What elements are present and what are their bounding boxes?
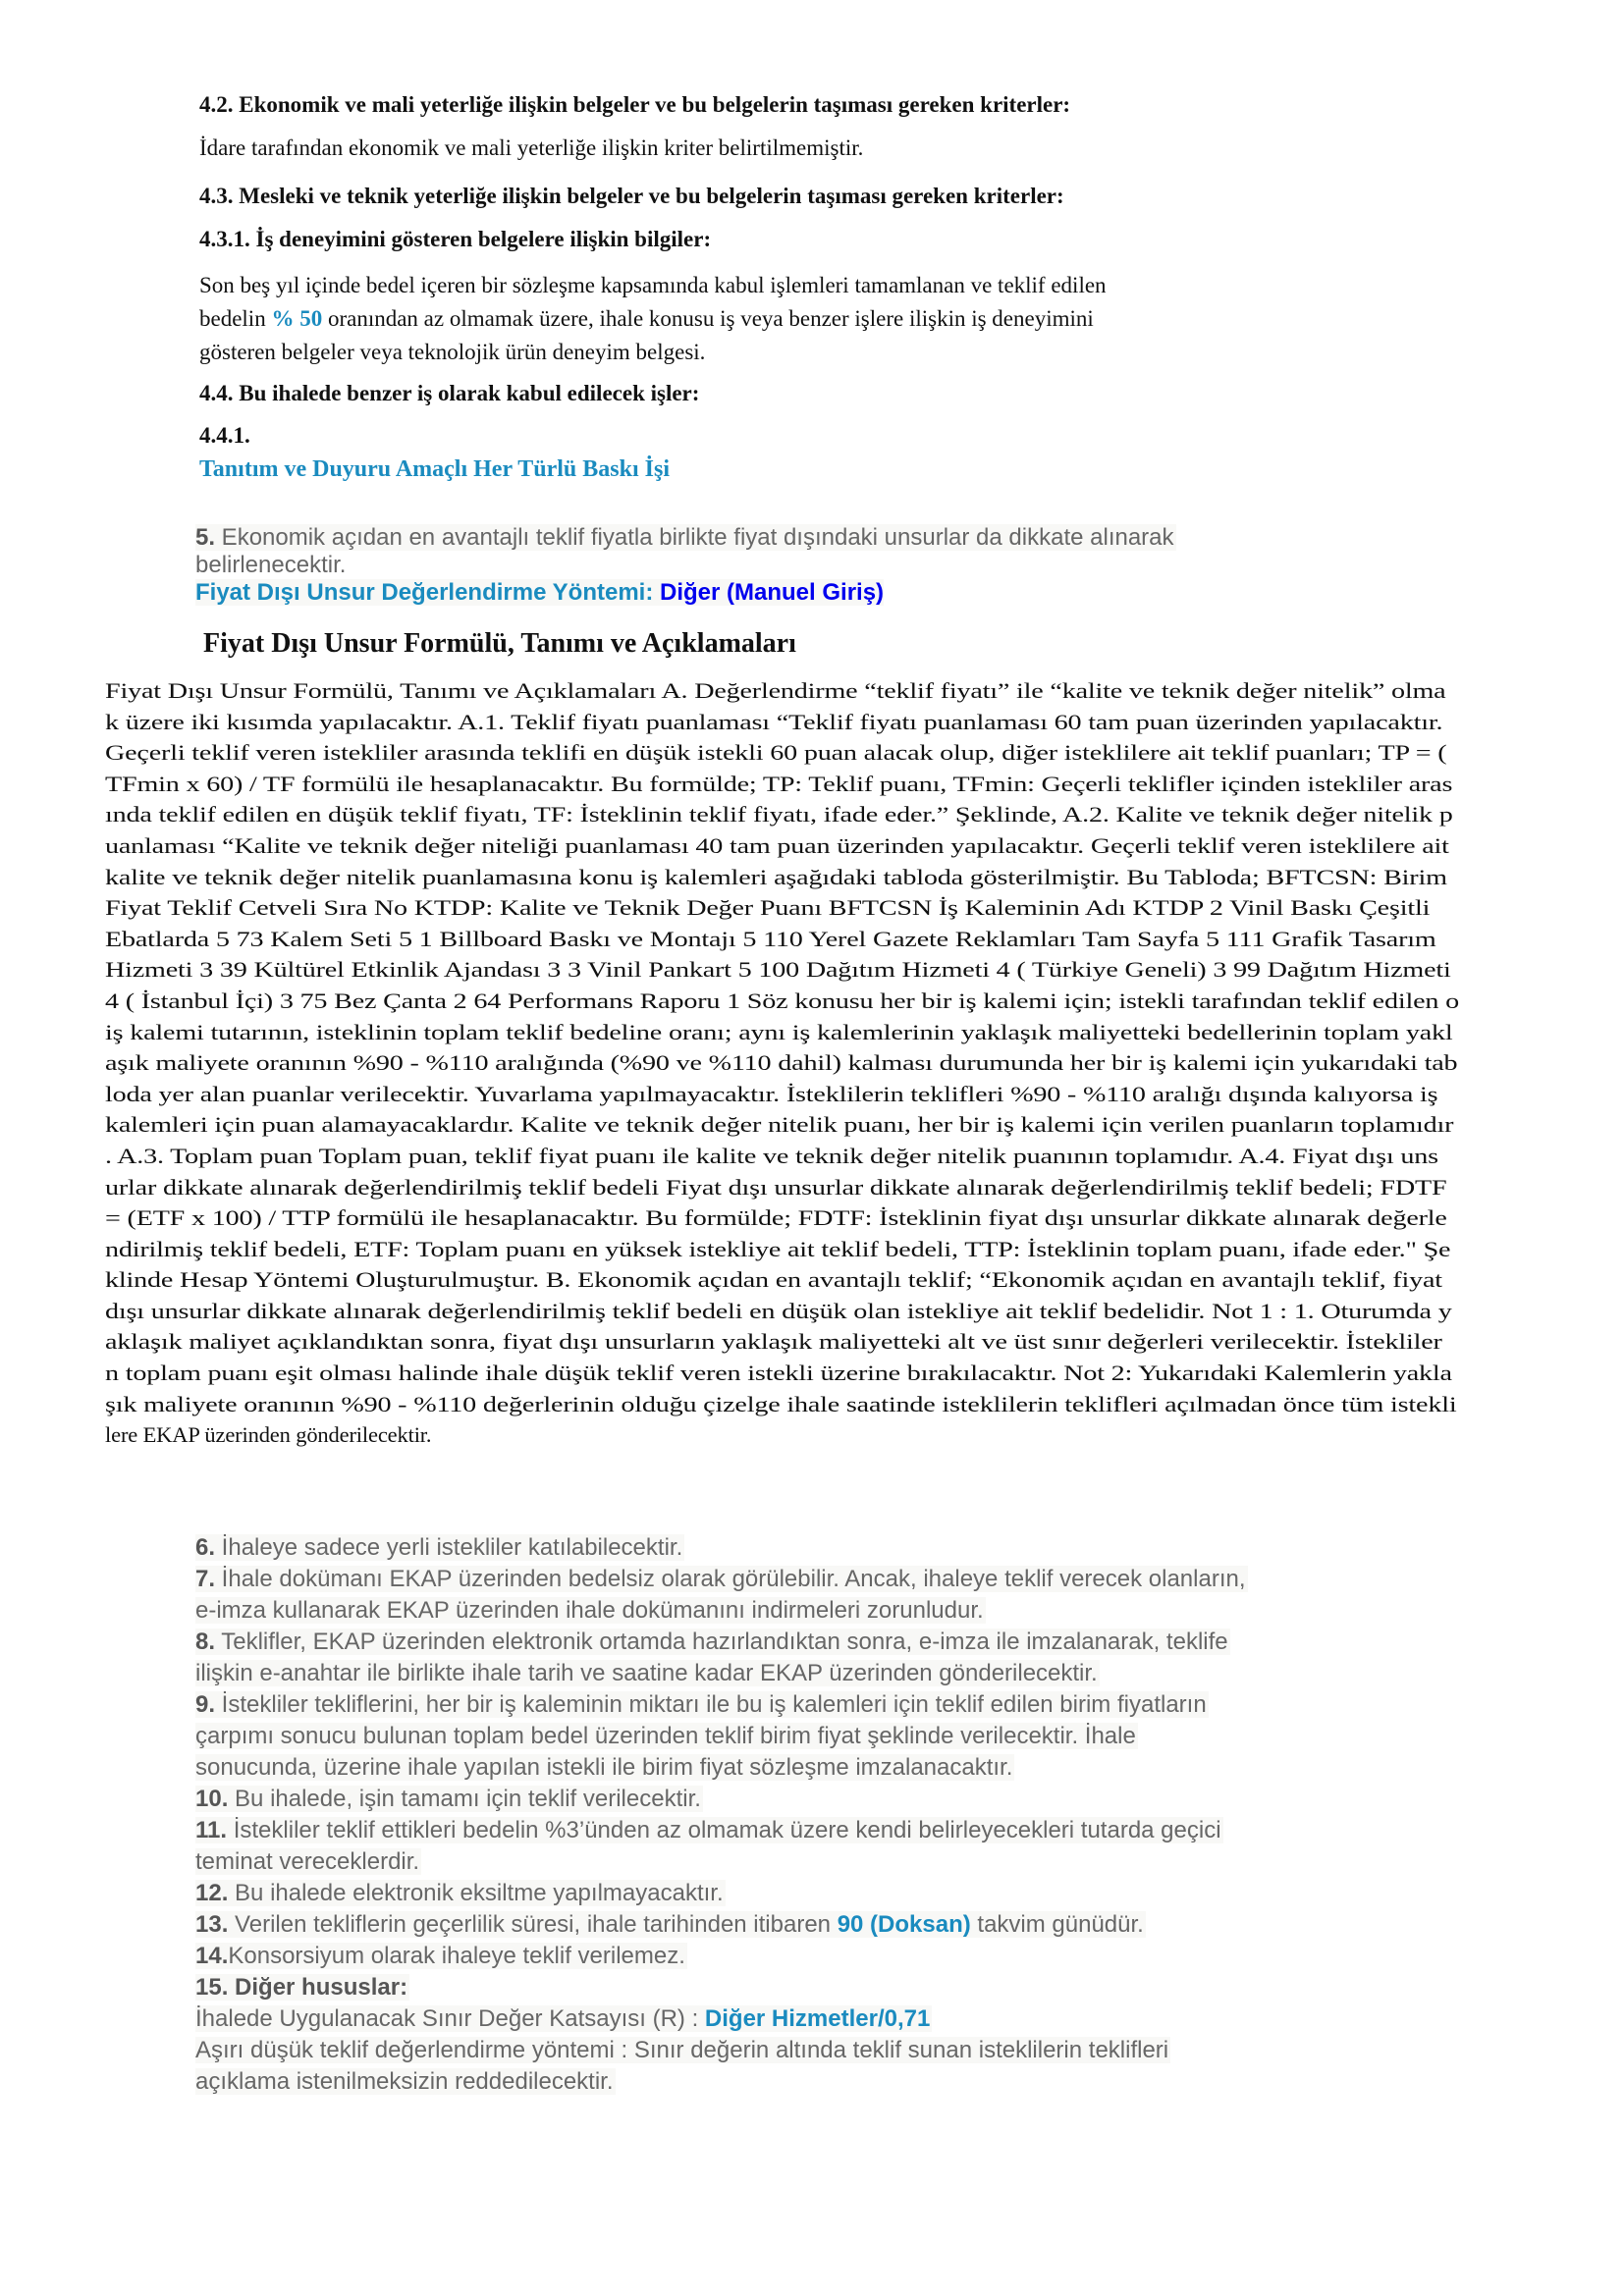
item-11-cont (195, 1846, 1248, 1878)
item-number: 5. (195, 524, 216, 551)
item-text: teminat vereceklerdir. (195, 1848, 420, 1875)
item-12 (195, 1878, 1248, 1909)
item-14 (195, 1941, 1248, 1972)
item-5 (195, 522, 1176, 609)
section-4-2-text: İdare tarafından ekonomik ve mali yeterliğe ilişkin kriter belirtilmemiştir. (199, 135, 864, 160)
formula-line: TFmin x 60) / TF formülü ile hesaplanacaktır. Bu formülde; TP: Teklif puanı, TFmin: Geçerli teklifler içinden istekliler aras (105, 771, 1453, 796)
formula-line: iş kalemi tutarının, isteklinin toplam teklif bedeline oranı; aynı iş kalemlerinin yaklaşık maliyetteki bedellerinin toplam yakl (105, 1019, 1453, 1044)
method-value: Diğer (Manuel Giriş) (660, 579, 885, 606)
item-text: Ekonomik açıdan en avantajlı teklif fiyatla birlikte fiyat dışındaki unsurlar da dikkate alınarak (215, 524, 1174, 551)
formula-title: Fiyat Dışı Unsur Formülü, Tanımı ve Açıklamaları (203, 628, 796, 659)
item-11 (195, 1815, 1248, 1846)
text-line (199, 302, 1107, 336)
item-number: 12. (195, 1880, 229, 1906)
formula-line: urlar dikkate alınarak değerlendirilmiş teklif bedeli Fiyat dışı unsurlar dikkate alınarak değerlendirilmiş teklif bedeli; FDTF (105, 1174, 1447, 1200)
formula-line: Hizmeti 3 39 Kültürel Etkinlik Ajandası 3 3 Vinil Pankart 5 100 Dağıtım Hizmeti 4 ( Türkiye Geneli) 3 99 Dağıtım Hizmeti (105, 957, 1451, 983)
formula-line: ında teklif edilen en düşük teklif fiyatı, TF: İsteklinin teklif fiyatı, ifade eder.” Şeklinde, A.2. Kalite ve teknik değer nitelik p (105, 802, 1453, 828)
experience-percent: % 50 (271, 306, 323, 331)
item-7-cont (195, 1595, 1248, 1627)
item-9-cont (195, 1721, 1248, 1752)
formula-line: aşık maliyete oranının %90 - %110 aralığında (%90 ve %110 dahil) kalması durumunda her bir iş kalemi için yukarıdaki tab (105, 1050, 1458, 1076)
item-number: 9. (195, 1691, 216, 1718)
item-text: çarpımı sonucu bulunan toplam bedel üzerinden teklif birim fiyat şeklinde verilecektir. İhale (195, 1723, 1136, 1749)
formula-line: 4 ( İstanbul İçi) 3 75 Bez Çanta 2 64 Performans Raporu 1 Söz konusu her bir iş kalemi için; istekli tarafından teklif edilen o (105, 988, 1459, 1013)
item-10 (195, 1784, 1248, 1815)
formula-line: Fiyat Teklif Cetveli Sıra No KTDP: Kalite ve Teknik Değer Puanı BFTCSN İş Kaleminin Adı KTDP 2 Vinil Baskı Çeşitli (105, 895, 1431, 921)
item-8-cont (195, 1658, 1248, 1689)
validity-period: 90 (Doksan) (837, 1911, 971, 1938)
text-line: gösteren belgeler veya teknolojik ürün deneyim belgesi. (199, 340, 706, 364)
item-text: Bu ihalede elektronik eksiltme yapılmayacaktır. (228, 1880, 724, 1906)
item-text: belirlenecektir. (195, 552, 347, 578)
item-number: 10. (195, 1786, 229, 1812)
section-4-3-1-heading: 4.3.1. İş deneyimini gösteren belgelere ilişkin bilgiler: (199, 227, 712, 251)
item-number: 8. (195, 1629, 216, 1655)
item-text: Teklifler, EKAP üzerinden elektronik ortamda hazırlandıktan sonra, e-imza ile imzalanarak, teklife (215, 1629, 1228, 1655)
coefficient-label: İhalede Uygulanacak Sınır Değer Katsayısı (R) : (195, 2005, 705, 2032)
item-9 (195, 1689, 1248, 1721)
formula-line: Geçerli teklif veren istekliler arasında teklifi en düşük istekli 60 puan alacak olup, diğer isteklilere ait teklif puanları; TP = ( (105, 740, 1447, 766)
item-text: İstekliler tekliflerini, her bir iş kaleminin miktarı ile bu iş kalemleri için teklif edilen birim fiyatların (215, 1691, 1207, 1718)
item-text: İhaleye sadece yerli istekliler katılabilecektir. (215, 1534, 683, 1561)
formula-line: aklaşık maliyet açıklandıktan sonra, fiyat dışı unsurların yaklaşık maliyetteki alt ve üst sınır değerleri verilecektir. İstekliler (105, 1329, 1442, 1355)
item-13 (195, 1909, 1248, 1941)
formula-line: = (ETF x 100) / TTP formülü ile hesaplanacaktır. Bu formülde; FDTF: İsteklinin fiyat dışı unsurlar dikkate alınarak değerle (105, 1205, 1447, 1231)
section-4-3-1-text (199, 269, 1107, 369)
item-text: takvim günüdür. (970, 1911, 1144, 1938)
item-text: ilişkin e-anahtar ile birlikte ihale tarih ve saatine kadar EKAP üzerinden gönderilecektir. (195, 1660, 1098, 1686)
text-segment: oranından az olmamak üzere, ihale konusu iş veya benzer işlere ilişkin iş deneyimini (322, 306, 1094, 331)
section-4-3-heading: 4.3. Mesleki ve teknik yeterliğe ilişkin belgeler ve bu belgelerin taşıması gereken kriterler: (199, 184, 1064, 208)
item-text: Aşırı düşük teklif değerlendirme yöntemi : Sınır değerin altında teklif sunan isteklilerin teklifleri (195, 2037, 1169, 2063)
item-text: Bu ihalede, işin tamamı için teklif verilecektir. (228, 1786, 701, 1812)
method-label: Fiyat Dışı Unsur Değerlendirme Yöntemi: (195, 579, 661, 606)
item-9-cont (195, 1752, 1248, 1784)
item-number: 11. (195, 1817, 228, 1843)
formula-paragraph (105, 675, 1480, 1451)
item-number: 6. (195, 1534, 216, 1561)
formula-line: ndirilmiş teklif bedeli, ETF: Toplam puanı en yüksek istekliye ait teklif bedeli, TTP: İsteklinin toplam puanı, ifade eder." Şe (105, 1236, 1451, 1261)
item-15-heading (195, 1972, 1248, 2003)
item-text: Konsorsiyum olarak ihaleye teklif verilemez. (228, 1943, 685, 1969)
evaluation-method (195, 577, 1176, 609)
formula-line: uanlaması “Kalite ve teknik değer niteliği puanlaması 40 tam puan üzerinden yapılacaktır. Geçerli teklif veren isteklilere ait (105, 832, 1449, 858)
item-heading: 15. Diğer hususlar: (195, 1974, 408, 2001)
formula-line: . A.3. Toplam puan Toplam puan, teklif fiyat puanı ile kalite ve teknik değer nitelik puanının toplamıdır. A.4. Fiyat dışı uns (105, 1143, 1438, 1168)
item-8 (195, 1627, 1248, 1658)
low-bid-method (195, 2035, 1248, 2066)
text-segment: bedelin (199, 306, 272, 331)
section-4-4-1-number: 4.4.1. (199, 423, 250, 448)
formula-line: Fiyat Dışı Unsur Formülü, Tanımı ve Açıklamaları A. Değerlendirme “teklif fiyatı” ile “kalite ve teknik değer nitelik” olma (105, 678, 1446, 703)
item-7 (195, 1564, 1248, 1595)
formula-line: dışı unsurlar dikkate alınarak değerlendirilmiş teklif bedeli en düşük olan istekliye ait teklif bedelidir. Not 1 : 1. Oturumda y (105, 1298, 1452, 1323)
conditions-list (195, 1532, 1248, 2098)
formula-line: k üzere iki kısımda yapılacaktır. A.1. Teklif fiyatı puanlaması “Teklif fiyatı puanlaması 60 tam puan üzerinden yapılacaktır. (105, 709, 1443, 734)
item-number: 7. (195, 1566, 216, 1592)
formula-line: n toplam puanı eşit olması halinde ihale düşük teklif veren istekli üzerine bırakılacaktır. Not 2: Yukarıdaki Kalemlerin yakla (105, 1361, 1452, 1386)
formula-line: Ebatlarda 5 73 Kalem Seti 5 1 Billboard Baskı ve Montajı 5 110 Yerel Gazete Reklamları Tam Sayfa 5 111 Grafik Tasarım (105, 926, 1436, 951)
text-line: Son beş yıl içinde bedel içeren bir sözleşme kapsamında kabul işlemleri tamamlanan ve teklif edilen (199, 273, 1107, 297)
formula-line: loda yer alan puanlar verilecektir. Yuvarlama yapılmayacaktır. İsteklilerin teklifleri %90 - %110 aralığı dışında kalıyorsa iş (105, 1081, 1438, 1106)
similar-work-name: Tanıtım ve Duyuru Amaçlı Her Türlü Baskı İşi (199, 456, 670, 482)
formula-line: lere EKAP üzerinden gönderilecektir. (105, 1422, 432, 1448)
formula-line: kalite ve teknik değer nitelik puanlamasına konu iş kalemleri aşağıdaki tabloda gösterilmiştir. Bu Tabloda; BFTCSN: Birim (105, 864, 1447, 889)
item-number: 14. (195, 1943, 229, 1969)
section-4-4-heading: 4.4. Bu ihalede benzer iş olarak kabul edilecek işler: (199, 381, 700, 405)
formula-line: klinde Hesap Yöntemi Oluşturulmuştur. B. Ekonomik açıdan en avantajlı teklif; “Ekonomik açıdan en avantajlı teklif, fiyat (105, 1267, 1442, 1293)
item-text: Verilen tekliflerin geçerlilik süresi, ihale tarihinden itibaren (228, 1911, 838, 1938)
formula-line: kalemleri için puan alamayacaklardır. Kalite ve teknik değer nitelik puanı, her bir iş kalemi için verilen puanların toplamıdır (105, 1112, 1454, 1138)
low-bid-method-cont (195, 2066, 1248, 2098)
item-text: açıklama istenilmeksizin reddedilecektir. (195, 2068, 614, 2095)
section-4-2-heading: 4.2. Ekonomik ve mali yeterliğe ilişkin belgeler ve bu belgelerin taşıması gereken kriterler: (199, 92, 1071, 117)
item-6 (195, 1532, 1248, 1564)
formula-line: şık maliyete oranının %90 - %110 değerlerinin olduğu çizelge ihale saatinde isteklilerin teklifleri açılmadan önce tüm istekli (105, 1391, 1457, 1416)
item-text: sonucunda, üzerine ihale yapılan istekli ile birim fiyat sözleşme imzalanacaktır. (195, 1754, 1013, 1781)
coefficient-value: Diğer Hizmetler/0,71 (704, 2005, 931, 2032)
item-number: 13. (195, 1911, 229, 1938)
item-text: İhale dokümanı EKAP üzerinden bedelsiz olarak görülebilir. Ancak, ihaleye teklif verecek olanların, (215, 1566, 1246, 1592)
threshold-coefficient (195, 2003, 1248, 2035)
item-text: e-imza kullanarak EKAP üzerinden ihale dokümanını indirmeleri zorunludur. (195, 1597, 984, 1624)
item-text: İstekliler teklif ettikleri bedelin %3’ünden az olmamak üzere kendi belirleyecekleri tutarda geçici (227, 1817, 1221, 1843)
